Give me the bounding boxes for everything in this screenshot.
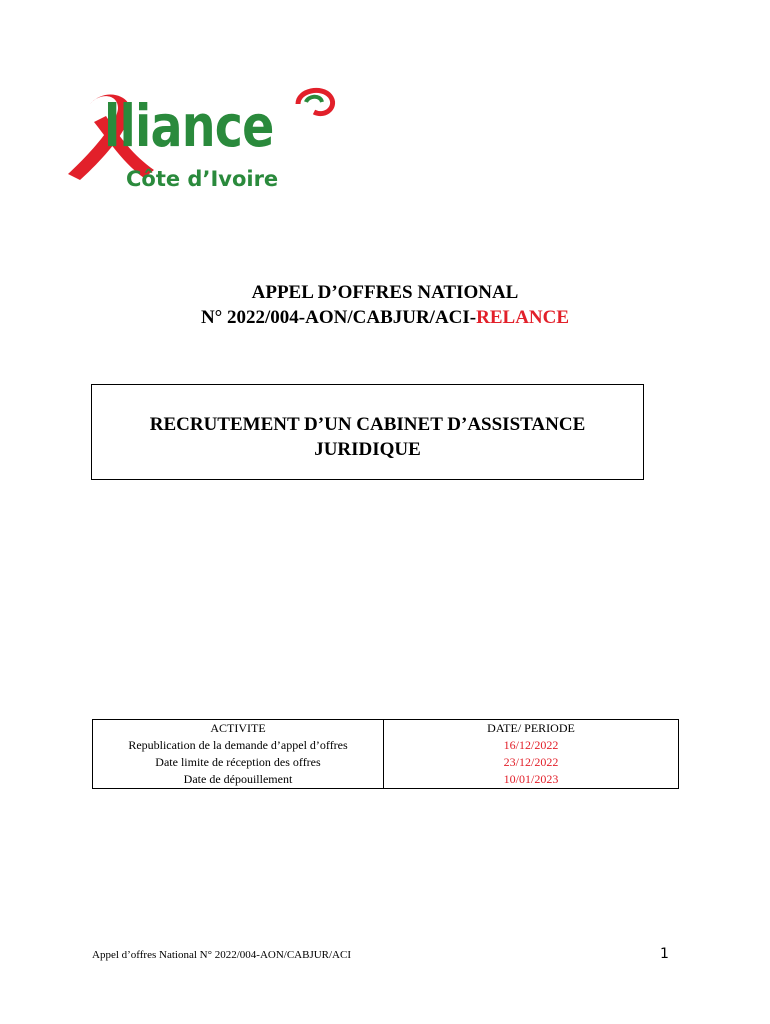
page-footer: Appel d’offres National N° 2022/004-AON/CABJUR/ACI xyxy=(92,949,352,961)
date-cell: 16/12/2022 xyxy=(384,737,679,754)
date-cell: 10/01/2023 xyxy=(384,771,679,789)
subject-line-2: JURIDIQUE xyxy=(314,439,421,460)
reference-prefix: N° 2022/004-AON/CABJUR/ACI- xyxy=(200,307,477,328)
relance-label: RELANCE xyxy=(476,307,570,328)
reference-number xyxy=(0,306,770,330)
activity-cell: Date limite de réception des offres xyxy=(93,754,384,771)
column-header-activity: ACTIVITE xyxy=(93,720,384,738)
subject-title xyxy=(92,412,643,462)
document-title: APPEL D’OFFRES NATIONAL xyxy=(251,282,519,303)
table-header-row xyxy=(93,720,679,738)
page-number: 1 xyxy=(660,946,669,962)
table-row xyxy=(93,754,679,771)
schedule-table xyxy=(92,719,679,789)
activity-cell: Republication de la demande d’appel d’offres xyxy=(93,737,384,754)
subject-line-1: RECRUTEMENT D’UN CABINET D’ASSISTANCE xyxy=(149,414,586,435)
alliance-logo xyxy=(60,82,350,194)
logo-subtitle: Côte d’Ivoire xyxy=(126,167,279,191)
column-header-date: DATE/ PERIODE xyxy=(384,720,679,738)
subject-box xyxy=(91,384,644,480)
activity-cell: Date de dépouillement xyxy=(93,771,384,789)
table-row xyxy=(93,737,679,754)
logo-wordmark: lliance xyxy=(104,92,274,160)
table-row xyxy=(93,771,679,789)
date-cell: 23/12/2022 xyxy=(384,754,679,771)
